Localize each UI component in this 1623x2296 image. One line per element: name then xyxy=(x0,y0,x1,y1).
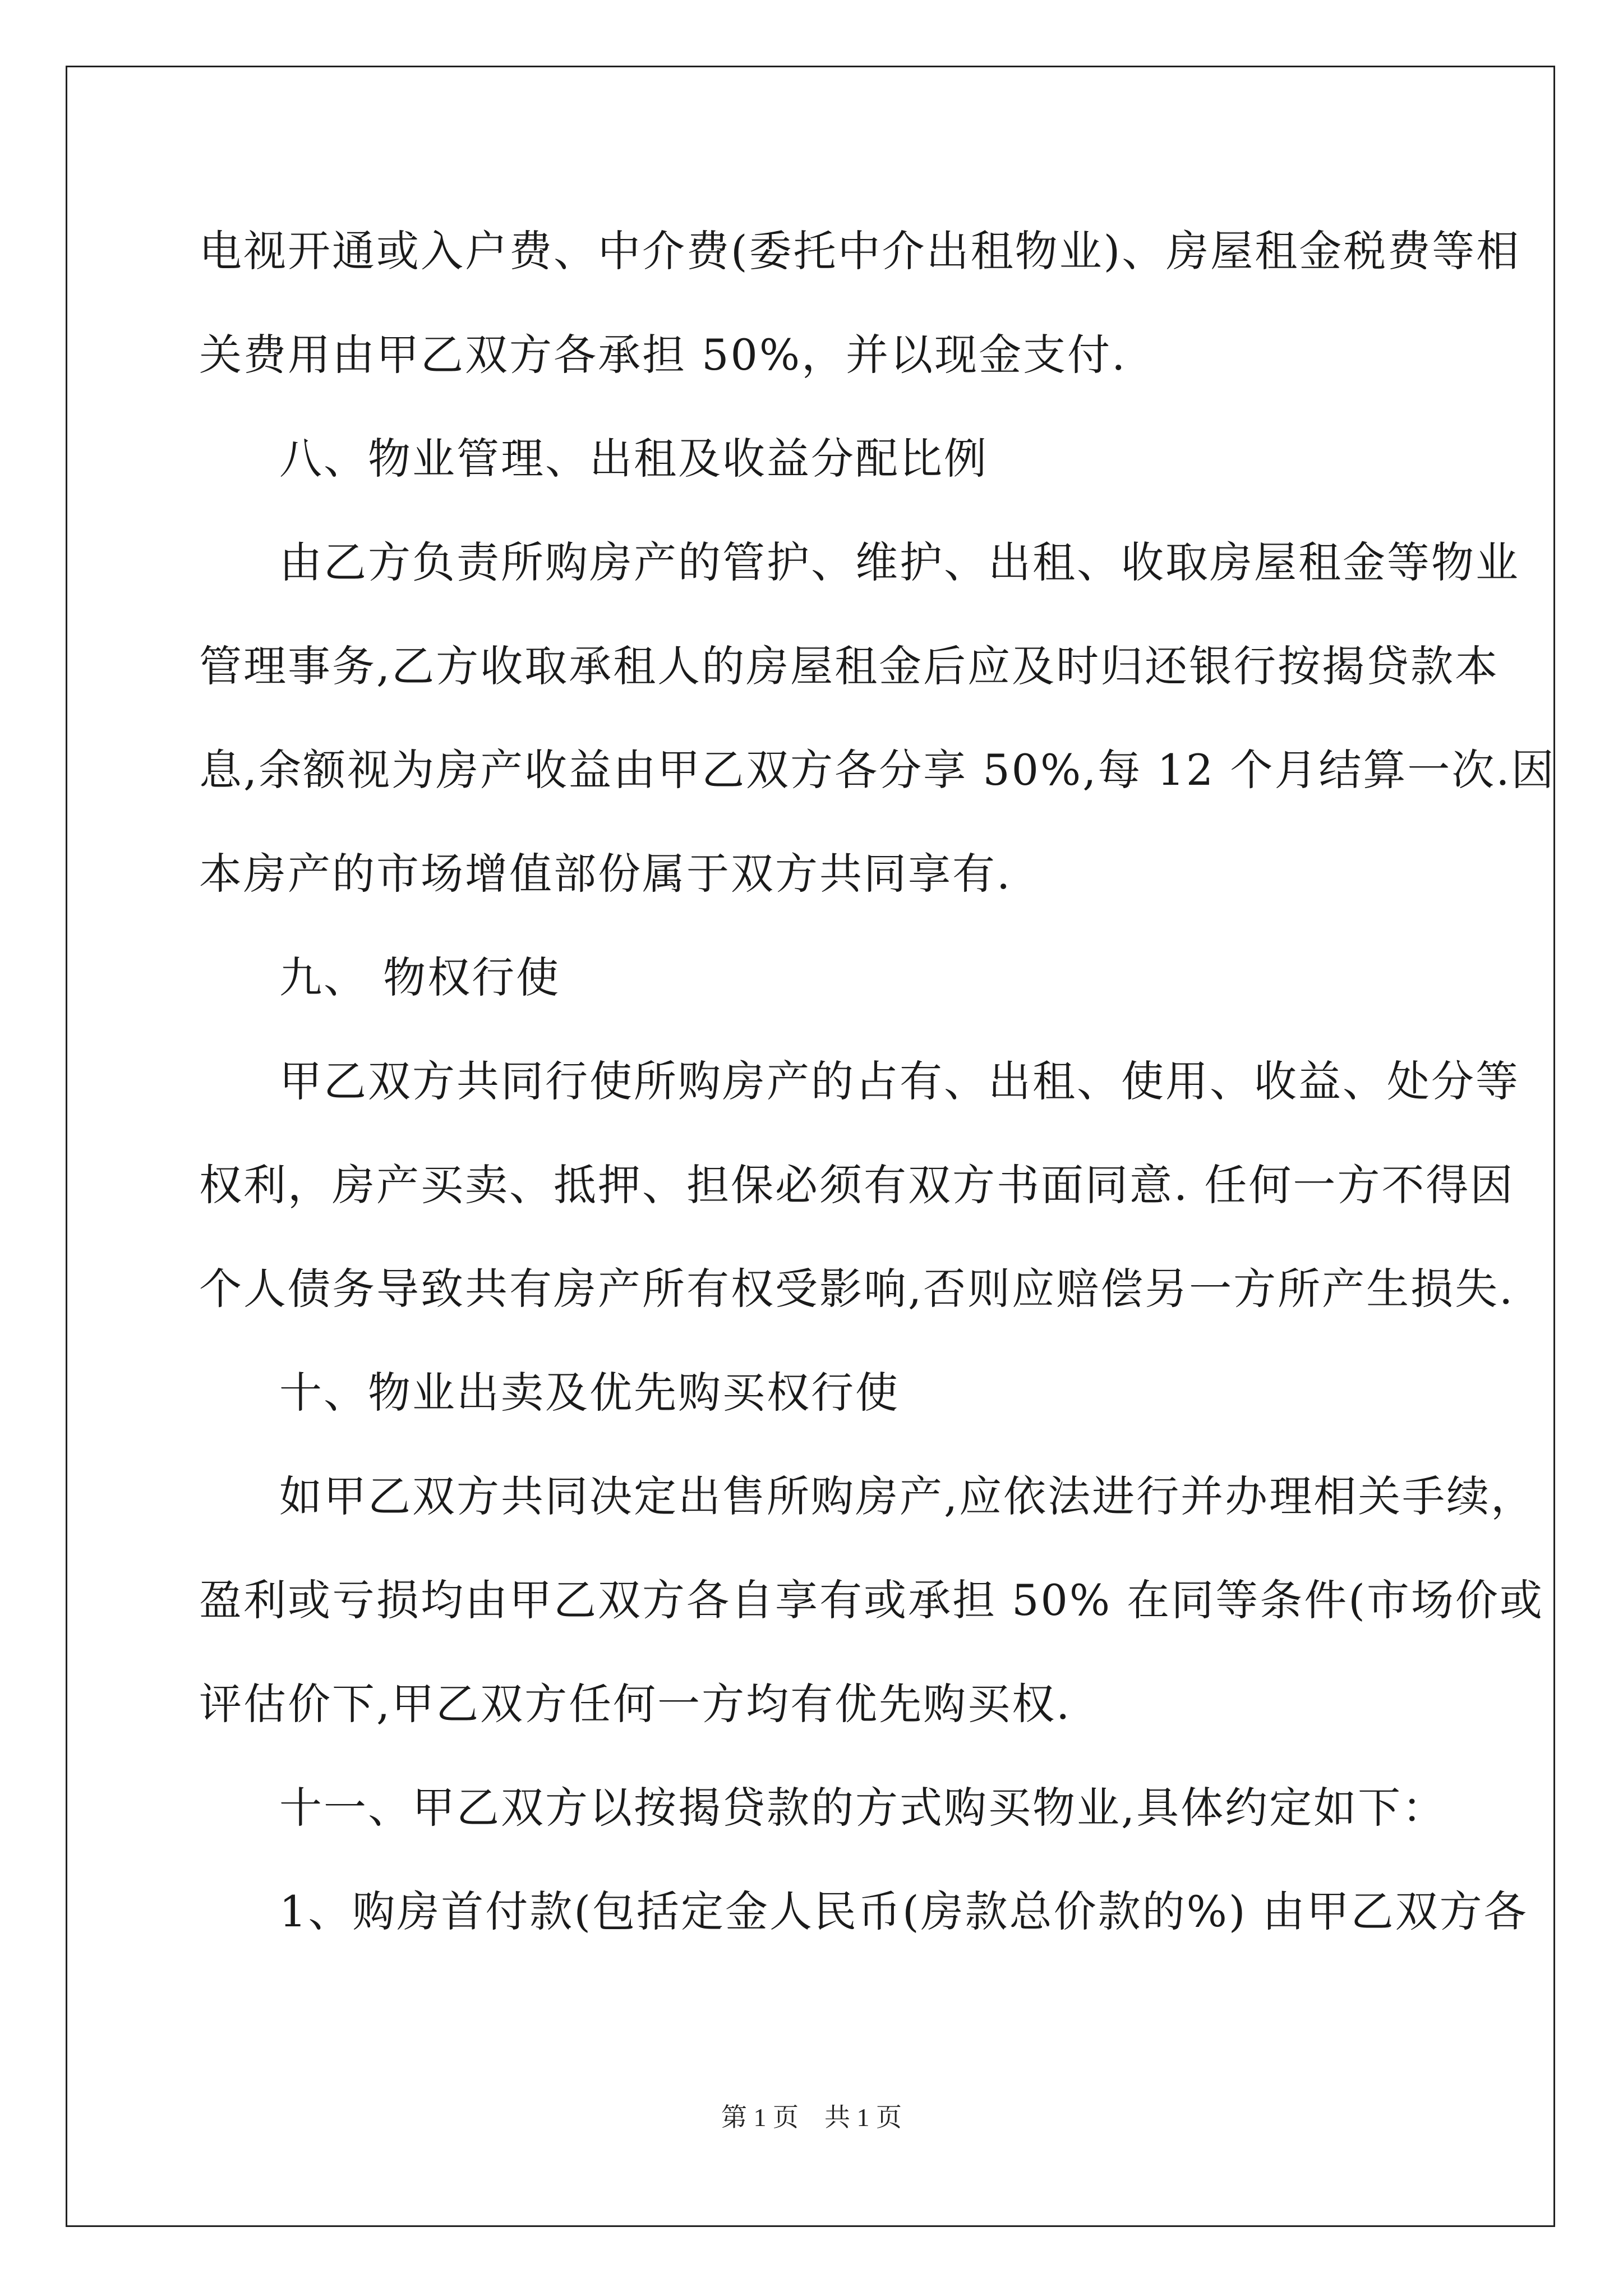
text-line: 息,余额视为房产收益由甲乙双方各分享 50%,每 12 个月结算一次.因 xyxy=(199,745,1556,795)
text-line: 1、购房首付款(包括定金人民币(房款总价款的%) 由甲乙双方各 xyxy=(279,1887,1528,1936)
text-line: 本房产的市场增值部份属于双方共同享有. xyxy=(199,849,1012,899)
section-heading: 八、物业管理、出租及收益分配比例 xyxy=(279,434,988,484)
text-line: 由乙方负责所购房产的管护、维护、出租、收取房屋租金等物业 xyxy=(279,537,1520,587)
text-line: 评估价下,甲乙双方任何一方均有优先购买权. xyxy=(199,1679,1072,1729)
text-line: 关费用由甲乙双方各承担 50%，并以现金支付. xyxy=(199,330,1127,380)
text-line: 权利，房产买卖、抵押、担保必须有双方书面同意. 任何一方不得因 xyxy=(199,1160,1515,1210)
text-line: 个人债务导致共有房产所有权受影响,否则应赔偿另一方所产生损失. xyxy=(199,1264,1515,1314)
section-heading: 十一、甲乙双方以按揭贷款的方式购买物业,具体约定如下： xyxy=(279,1783,1447,1833)
text-line: 电视开通或入户费、中介费(委托中介出租物业)、房屋租金税费等相 xyxy=(199,226,1521,276)
document-body xyxy=(199,212,1556,1976)
text-line: 管理事务,乙方收取承租人的房屋租金后应及时归还银行按揭贷款本 xyxy=(199,641,1500,691)
section-heading: 九、 物权行使 xyxy=(279,953,561,1002)
text-line: 如甲乙双方共同决定出售所购房产,应依法进行并办理相关手续， xyxy=(279,1471,1536,1521)
text-line: 盈利或亏损均由甲乙双方各自享有或承担 50% 在同等条件(市场价或 xyxy=(199,1575,1544,1625)
page-number: 第 1 页 共 1 页 xyxy=(721,2103,902,2132)
section-heading: 十、物业出卖及优先购买权行使 xyxy=(279,1368,900,1418)
text-line: 甲乙双方共同行使所购房产的占有、出租、使用、收益、处分等 xyxy=(279,1056,1520,1106)
